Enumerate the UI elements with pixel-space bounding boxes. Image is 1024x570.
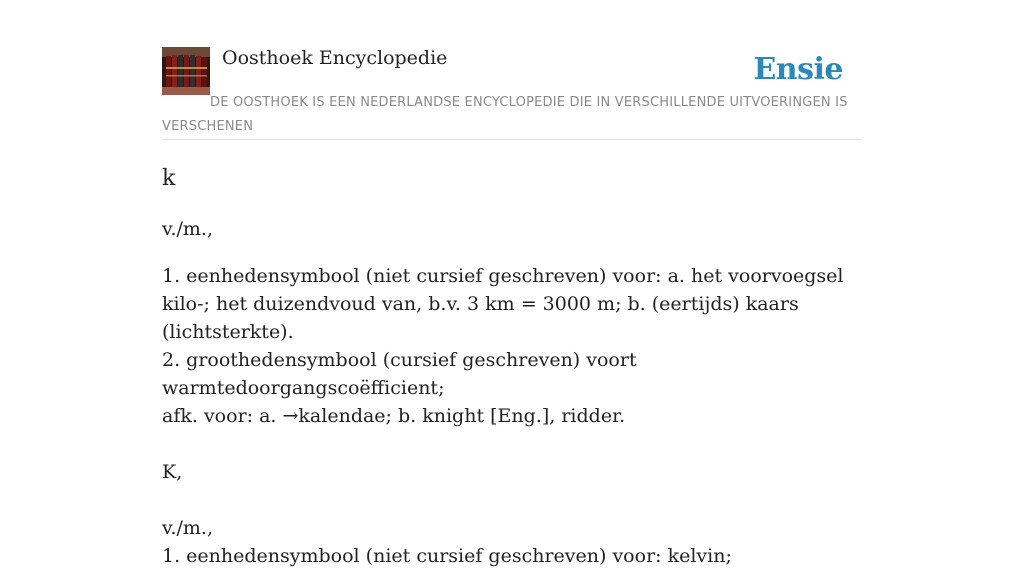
book-spines-icon (162, 47, 210, 95)
article-content (162, 164, 862, 570)
definition-line: afk. voor: a. →kalendae; b. knight [Eng.], ridder. (162, 405, 626, 427)
publication-tagline: DE OOSTHOEK IS EEN NEDERLANDSE ENCYCLOPEDIE DIE IN VERSCHILLENDE UITVOERINGEN IS VERSCHENEN (162, 95, 848, 134)
publication-title[interactable]: Oosthoek Encyclopedie (222, 47, 448, 69)
spacer (162, 486, 862, 514)
spacer (162, 430, 862, 458)
site-header (162, 46, 862, 140)
definition-line: 2. groothedensymbool (cursief geschreven) voort warmtedoorgangscoëfficient; (162, 349, 637, 399)
definition-line: 1. eenhedensymbool (niet cursief geschreven) voor: kelvin; (162, 545, 732, 567)
gender-label: v./m., (162, 218, 214, 240)
definition-line: 1. eenhedensymbool (niet cursief geschreven) voor: a. het voorvoegsel kilo-; het duizendvoud van, b.v. 3 km = 3000 m; b. (eertijds) kaars (lichtsterkte). (162, 265, 844, 343)
brand-logo[interactable]: Ensie (753, 52, 843, 87)
gender-label: v./m., (162, 517, 214, 539)
publication-avatar[interactable] (162, 47, 210, 95)
sub-headword: K, (162, 461, 183, 483)
article-headword: k (162, 166, 176, 191)
